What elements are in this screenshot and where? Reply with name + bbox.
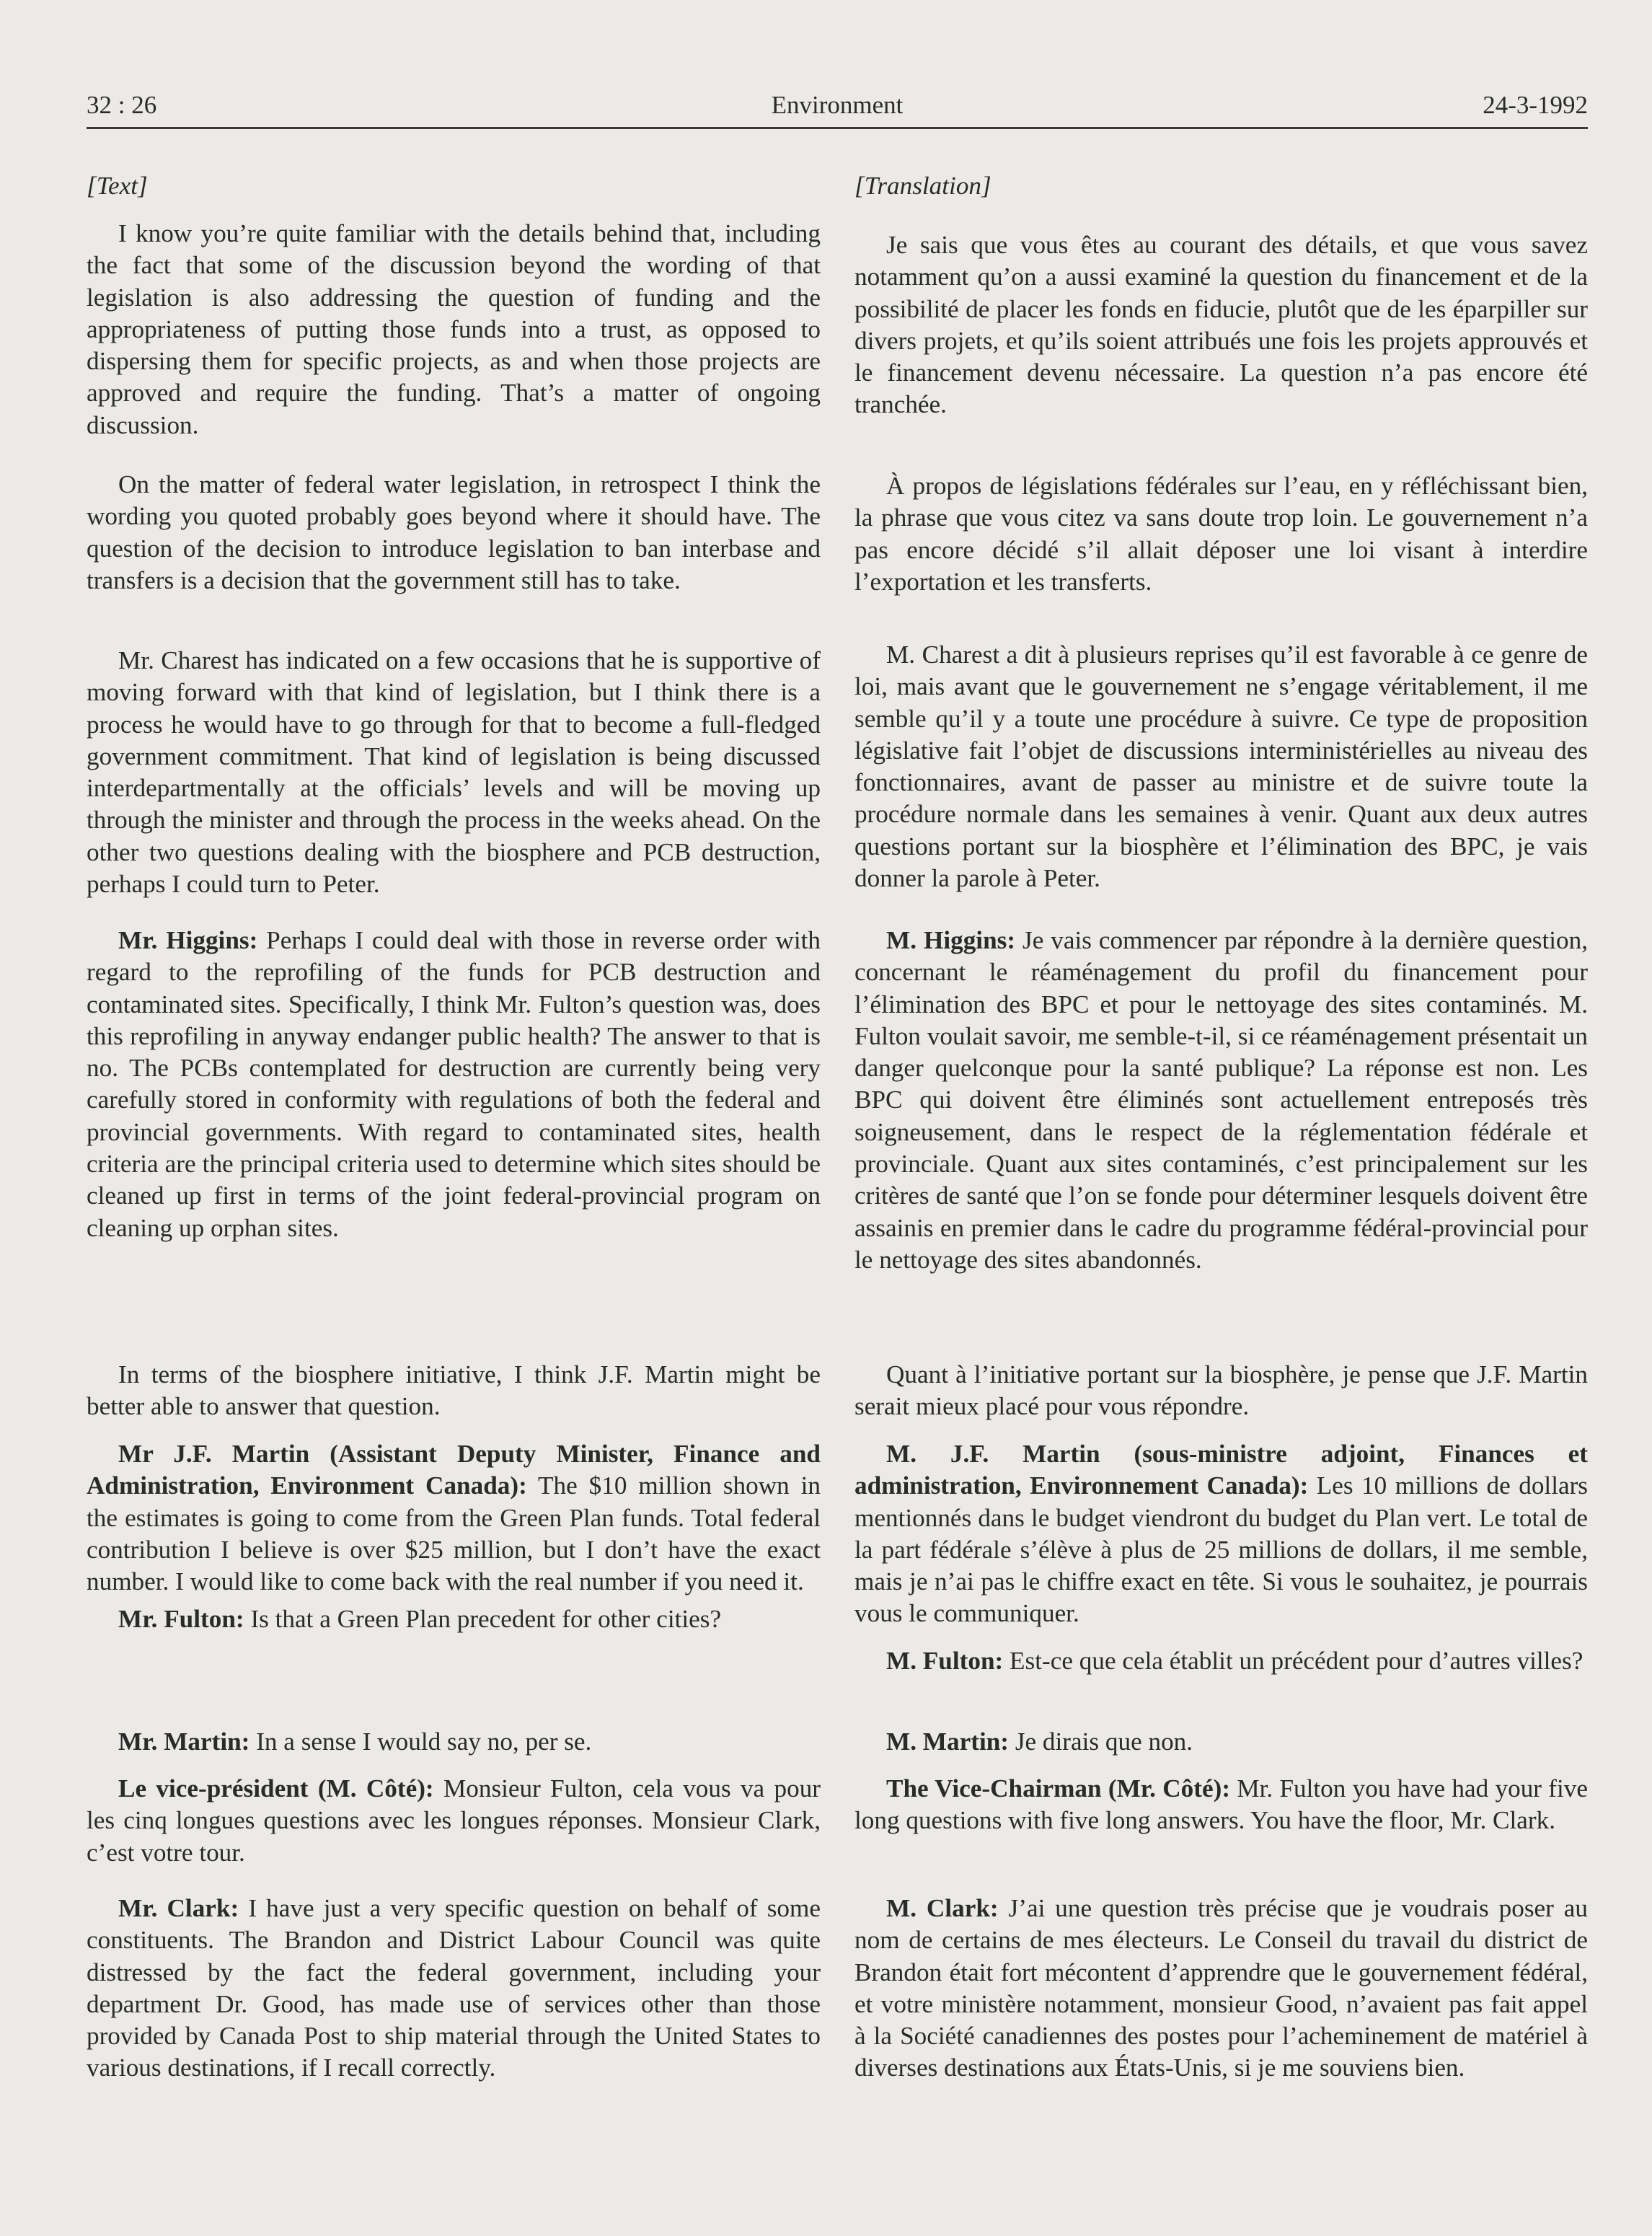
speech-text: Mr. Fulton you have had your five long questions with five long answers. You have the floor, Mr. Clark. bbox=[854, 1774, 1588, 1835]
paragraph-5: Quant à l’initiative portant sur la biosphère, je pense que J.F. Martin serait mieux placé pour vous répondre. bbox=[854, 1360, 1588, 1421]
speech-text: Perhaps I could deal with those in reverse order with regard to the reprofiling of the funds for PCB destruction and contaminated sites. Specifically, I think Mr. Fulton’s question was, does this reprofiling in anyway endanger public health? The answer to that is no. The PCBs contemplated for destruction are currently being very carefully stored in conformity with regulations of both the federal and provincial governments. With regard to contaminated sites, health criteria are the principal criteria used to determine which sites should be cleaned up first in terms of the joint federal-provincial program on cleaning up orphan sites. bbox=[87, 926, 821, 1242]
paragraph-5: In terms of the biosphere initiative, I think J.F. Martin might be better able to answer that question. bbox=[87, 1360, 821, 1421]
page-header bbox=[87, 87, 1588, 129]
paragraph-2: À propos de législations fédérales sur l’eau, en y réfléchissant bien, la phrase que vous citez va sans doute trop loin. Le gouvernement n’a pas encore décidé s’il allait déposer une loi visant à interdire l’exportation et les transferts. bbox=[854, 472, 1588, 596]
speech-text: Est-ce que cela établit un précédent pour d’autres villes? bbox=[1003, 1647, 1583, 1675]
paragraph-3: M. Charest a dit à plusieurs reprises qu’il est favorable à ce genre de loi, mais avant que le gouvernement ne s’engage véritablement, il me semble qu’il y a toute une procédure à suivre. Ce type de proposition législative fait l’objet de discussions interministérielles au niveau des fonctionnaires, avant de passer au ministre et de suivre toute la procédure normale dans les semaines à venir. Quant aux deux autres questions portant sur la biosphère et l’élimination des BPC, je vais donner la parole à Peter. bbox=[854, 641, 1588, 893]
speaker-name: Mr. Higgins: bbox=[118, 926, 258, 954]
speech-text: J’ai une question très précise que je voudrais poser au nom de certains de mes électeurs. Le Conseil du travail du district de Brandon était fort mécontent d’apprendre que le gouvernement fédéral, et votre ministère notamment, monsieur Good, n’avaient pas fait appel à la Société canadiennes des postes pour l’acheminement de matériel à diverses destinations aux États-Unis, si je me souviens bien. bbox=[854, 1894, 1588, 2082]
speech-text: Les 10 millions de dollars mentionnés dans le budget viendront du budget du Plan vert. Le total de la part fédérale s’élève à plus de 25 millions de dollars, il me semble, mais je n’ai pas le chiffre exact en tête. Si vous le souhaitez, je pourrais vous le communiquer. bbox=[854, 1471, 1588, 1628]
speaker-name: Mr. Martin: bbox=[118, 1727, 250, 1756]
text-tag: [Text] bbox=[87, 172, 148, 200]
page-date: 24-3-1992 bbox=[1483, 91, 1588, 119]
paragraph-7 bbox=[854, 1645, 1588, 1677]
paragraph-4 bbox=[87, 925, 821, 1244]
speech-text: The $10 million shown in the estimates is going to come from the Green Plan funds. Total federal contribution I believe is over $25 million, but I don’t have the exact number. I would like to come back with the real number if you need it. bbox=[87, 1471, 821, 1596]
speech-text: I have just a very specific question on behalf of some constituents. The Brandon and District Labour Council was quite distressed by the fact the federal government, including your department Dr. Good, has made use of services other than those provided by Canada Post to ship material through the United States to various destinations, if I recall correctly. bbox=[87, 1894, 821, 2082]
paragraph-2: On the matter of federal water legislation, in retrospect I think the wording you quoted probably goes beyond where it should have. The question of the decision to introduce legislation to ban interbase and transfers is a decision that the government still has to take. bbox=[87, 470, 821, 594]
paragraph-3: Mr. Charest has indicated on a few occasions that he is supportive of moving forward with that kind of legislation, but I think there is a process he would have to go through for that to become a full-fledged government commitment. That kind of legislation is being discussed interdepartmentally at the officials’ levels and will be moving up through the minister and through the process in the weeks ahead. On the other two questions dealing with the biosphere and PCB destruction, perhaps I could turn to Peter. bbox=[87, 646, 821, 899]
speaker-name: The Vice-Chairman (Mr. Côté): bbox=[886, 1774, 1231, 1803]
speaker-name: M. Clark: bbox=[886, 1894, 999, 1922]
paragraph-8 bbox=[87, 1726, 821, 1758]
speech-text: In a sense I would say no, per se. bbox=[249, 1727, 592, 1756]
paragraph-6 bbox=[854, 1438, 1588, 1630]
speaker-name: M. Martin: bbox=[886, 1727, 1010, 1756]
paragraph-10 bbox=[87, 1893, 821, 2085]
speech-text: Je dirais que non. bbox=[1009, 1727, 1193, 1756]
page-number: 32 : 26 bbox=[87, 91, 157, 119]
paragraph-7 bbox=[87, 1603, 821, 1635]
speaker-name: M. Higgins: bbox=[886, 926, 1016, 954]
speech-text: Je vais commencer par répondre à la dernière question, concernant le réaménagement du profil du financement pour l’élimination des BPC et pour le nettoyage des sites contaminés. M. Fulton voulait savoir, me semble-t-il, si ce réaménagement présentait un danger quelconque pour la santé publique? La réponse est non. Les BPC qui doivent être éliminés sont actuellement entreposés très soigneusement, dans le respect de la réglementation fédérale et provinciale. Quant aux sites contaminés, c’est principalement sur les critères de santé que l’on se fonde pour déterminer lesquels doivent être assainis en premier dans le cadre du programme fédéral-provincial pour le nettoyage des sites abandonnés. bbox=[854, 926, 1588, 1274]
speaker-name: Mr. Fulton: bbox=[118, 1605, 244, 1633]
speech-text: Monsieur Fulton, cela vous va pour les cinq longues questions avec les longues réponses. Monsieur Clark, c’est votre tour. bbox=[87, 1774, 821, 1867]
paragraph-10 bbox=[854, 1893, 1588, 2085]
paragraph-8 bbox=[854, 1726, 1588, 1758]
speech-text: Is that a Green Plan precedent for other cities? bbox=[244, 1605, 722, 1633]
paragraph-9 bbox=[87, 1773, 821, 1869]
speaker-name: Mr. Clark: bbox=[118, 1894, 239, 1922]
running-title: Environment bbox=[771, 91, 904, 119]
speaker-name: M. Fulton: bbox=[886, 1647, 1004, 1675]
paragraph-1: I know you’re quite familiar with the details behind that, including the fact that some of the discussion beyond the wording of that legislation is also addressing the question of funding and the appropriateness of putting those funds into a trust, as opposed to dispersing them for specific projects, as and when those projects are approved and require the funding. That’s a matter of ongoing discussion. bbox=[87, 219, 821, 439]
speaker-name: Le vice-président (M. Côté): bbox=[118, 1774, 434, 1803]
speaker-name: M. J.F. Martin (sous-ministre adjoint, Finances et administration, Environnement Canada): bbox=[854, 1440, 1588, 1500]
paragraph-6 bbox=[87, 1438, 821, 1598]
paragraph-4 bbox=[854, 925, 1588, 1276]
speaker-name: Mr J.F. Martin (Assistant Deputy Minister, Finance and Administration, Environment Canada): bbox=[87, 1440, 821, 1500]
paragraph-1: Je sais que vous êtes au courant des détails, et que vous savez notamment qu’on a aussi examiné la question du financement et de la possibilité de placer les fonds en fiducie, plutôt que de les éparpiller sur divers projets, et qu’ils soient attribués une fois les projets approuvés et le financement devenu nécessaire. La question n’a pas encore été tranchée. bbox=[854, 231, 1588, 419]
translation-tag: [Translation] bbox=[854, 172, 991, 200]
paragraph-9 bbox=[854, 1773, 1588, 1837]
